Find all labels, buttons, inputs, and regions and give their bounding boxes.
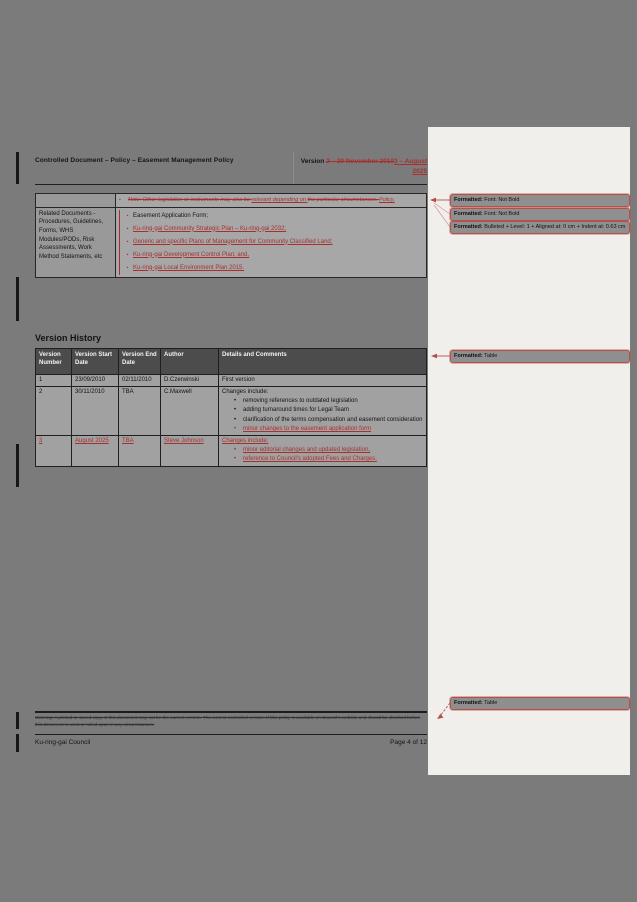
list-item xyxy=(234,455,423,464)
balloon-label: Formatted: xyxy=(454,224,483,230)
balloon-text: Bulleted + Level: 1 + Aligned at: 0 cm + Indent at: 0.63 cm xyxy=(482,224,626,230)
details-intro: Changes include: xyxy=(222,438,269,445)
related-documents-list-cell xyxy=(116,207,427,277)
list-item-text: Ku-ring-gai Development Control Plan; and, xyxy=(133,251,250,258)
footnote-separator xyxy=(35,711,427,713)
balloon-text: Font: Not Bold xyxy=(482,211,520,217)
balloon-text: Table xyxy=(482,700,498,706)
cell-details xyxy=(219,436,427,467)
column-header-version-end-date: Version End Date xyxy=(119,349,161,375)
cell-start-date: August 2025 xyxy=(72,436,119,467)
table-row xyxy=(36,436,427,467)
bullet-icon xyxy=(234,446,243,455)
list-item xyxy=(234,406,423,415)
cell-version-number: 3 xyxy=(36,436,72,467)
list-item-text: Generic and specific Plans of Management for Community Classified Land; xyxy=(133,238,333,245)
bullet-icon xyxy=(234,455,243,464)
page-footer xyxy=(35,734,427,746)
footnote-text: Warning: A printed or saved copy of this document may not be the current version. The current controlled version of this policy is available on Council's website and should be checked before this document is used or relied upon in any circumstances. xyxy=(35,715,421,727)
balloon-text: Font: Not Bold xyxy=(482,197,520,203)
bullet-icon xyxy=(122,262,133,275)
change-bar xyxy=(16,277,19,321)
list-item-text: minor changes to the easement application form xyxy=(243,425,372,432)
cell-start-date: 23/09/2010 xyxy=(72,375,119,387)
list-item-text: removing references to outdated legislation xyxy=(243,398,358,404)
empty-label-cell xyxy=(36,194,116,208)
note-deleted-segment: the particular circumstances. xyxy=(307,197,380,203)
cell-author: Steve Johnson xyxy=(161,436,219,467)
cell-author: C.Maxwell xyxy=(161,387,219,436)
bullet-icon xyxy=(122,210,133,223)
document-title: Controlled Document – Policy – Easement Management Policy xyxy=(35,157,234,164)
related-documents-table xyxy=(35,193,427,278)
cell-details: First version xyxy=(219,375,427,387)
table-row xyxy=(36,387,427,436)
column-header-version-start-date: Version Start Date xyxy=(72,349,119,375)
list-item xyxy=(122,262,423,275)
bullet-icon xyxy=(122,223,133,236)
list-item-text: Easement Application Form; xyxy=(133,212,209,219)
table-row xyxy=(36,207,427,277)
cell-details xyxy=(219,387,427,436)
column-header-version-number: Version Number xyxy=(36,349,72,375)
version-history-heading: Version History xyxy=(35,333,102,343)
related-documents-label: Related Documents - Procedures, Guidelines, Forms, WHS Modules/PODs, Risk Assessments, Work Method Statements, etc xyxy=(36,207,116,277)
list-item xyxy=(234,416,423,425)
table-header-row xyxy=(36,349,427,375)
list-item xyxy=(234,397,423,406)
list-item-text: reference to Council's adopted Fees and Charges. xyxy=(243,456,377,463)
list-item-text: adding turnaround times for Legal Team xyxy=(243,407,349,414)
list-item-text: clarification of the terms compensation and easement consideration xyxy=(243,416,423,423)
bullet-icon xyxy=(234,425,243,434)
details-intro: Changes include: xyxy=(222,389,269,395)
list-item-text: Ku-ring-gai Local Environment Plan 2015. xyxy=(133,264,245,271)
cell-version-number: 1 xyxy=(36,375,72,387)
list-item-text: minor editorial changes and updated legislation, xyxy=(243,447,371,454)
list-item xyxy=(122,223,423,236)
document-header xyxy=(35,152,427,185)
bullet-icon xyxy=(234,406,243,415)
note-inserted-segment: Policy, xyxy=(379,197,395,203)
cell-end-date: TBA xyxy=(119,387,161,436)
bullet-icon xyxy=(122,236,133,249)
balloon-label: Formatted: xyxy=(454,197,483,203)
bullet-icon xyxy=(122,249,133,262)
footer-page-number: Page 4 of 12 xyxy=(390,739,427,746)
list-item xyxy=(122,236,423,249)
list-item xyxy=(122,249,423,262)
bullet-icon xyxy=(234,416,243,425)
bullet-icon xyxy=(119,196,128,205)
list-item xyxy=(234,425,423,434)
table-row xyxy=(36,194,427,208)
cell-end-date: 02/11/2010 xyxy=(119,375,161,387)
cell-end-date: TBA xyxy=(119,436,161,467)
version-deleted-text: 2 – 30 November 2010 xyxy=(326,158,394,165)
version-inserted-text: 3 – August 2025 xyxy=(394,158,427,176)
list-item xyxy=(122,210,423,223)
note-deleted-segment: Note: Other legislation or instruments may also be xyxy=(128,197,252,203)
table-row xyxy=(36,375,427,387)
balloon-text: Table xyxy=(482,353,498,359)
change-bar xyxy=(16,712,19,729)
list-item xyxy=(234,446,423,455)
list-item-text: Ku-ring-gai Community Strategic Plan – Ku-ring-gai 2032; xyxy=(133,225,287,232)
cell-version-number: 2 xyxy=(36,387,72,436)
formatted-balloon-table-1[interactable] xyxy=(450,350,630,363)
column-header-author: Author xyxy=(161,349,219,375)
formatted-balloon-bulleted[interactable] xyxy=(450,221,630,234)
balloon-label: Formatted: xyxy=(454,211,483,217)
note-inserted-segment: relevant depending on xyxy=(251,197,308,203)
change-bar xyxy=(16,444,19,487)
formatted-balloon-table-2[interactable] xyxy=(450,697,630,710)
version-history-table xyxy=(35,348,427,467)
cell-start-date: 30/11/2010 xyxy=(72,387,119,436)
cell-author: D.Czerwinski xyxy=(161,375,219,387)
note-cell xyxy=(116,194,427,208)
version-text xyxy=(293,152,427,184)
change-bar xyxy=(16,152,19,184)
footer-council-name: Ku-ring-gai Council xyxy=(35,739,91,746)
version-label: Version xyxy=(300,158,327,165)
balloon-label: Formatted: xyxy=(454,700,483,706)
balloon-label: Formatted: xyxy=(454,353,483,359)
change-bar xyxy=(16,734,19,752)
note-text xyxy=(128,196,395,205)
bullet-icon xyxy=(234,397,243,406)
formatted-balloon-font-1[interactable] xyxy=(450,194,630,207)
formatted-balloon-font-2[interactable] xyxy=(450,208,630,221)
column-header-details: Details and Comments xyxy=(219,349,427,375)
